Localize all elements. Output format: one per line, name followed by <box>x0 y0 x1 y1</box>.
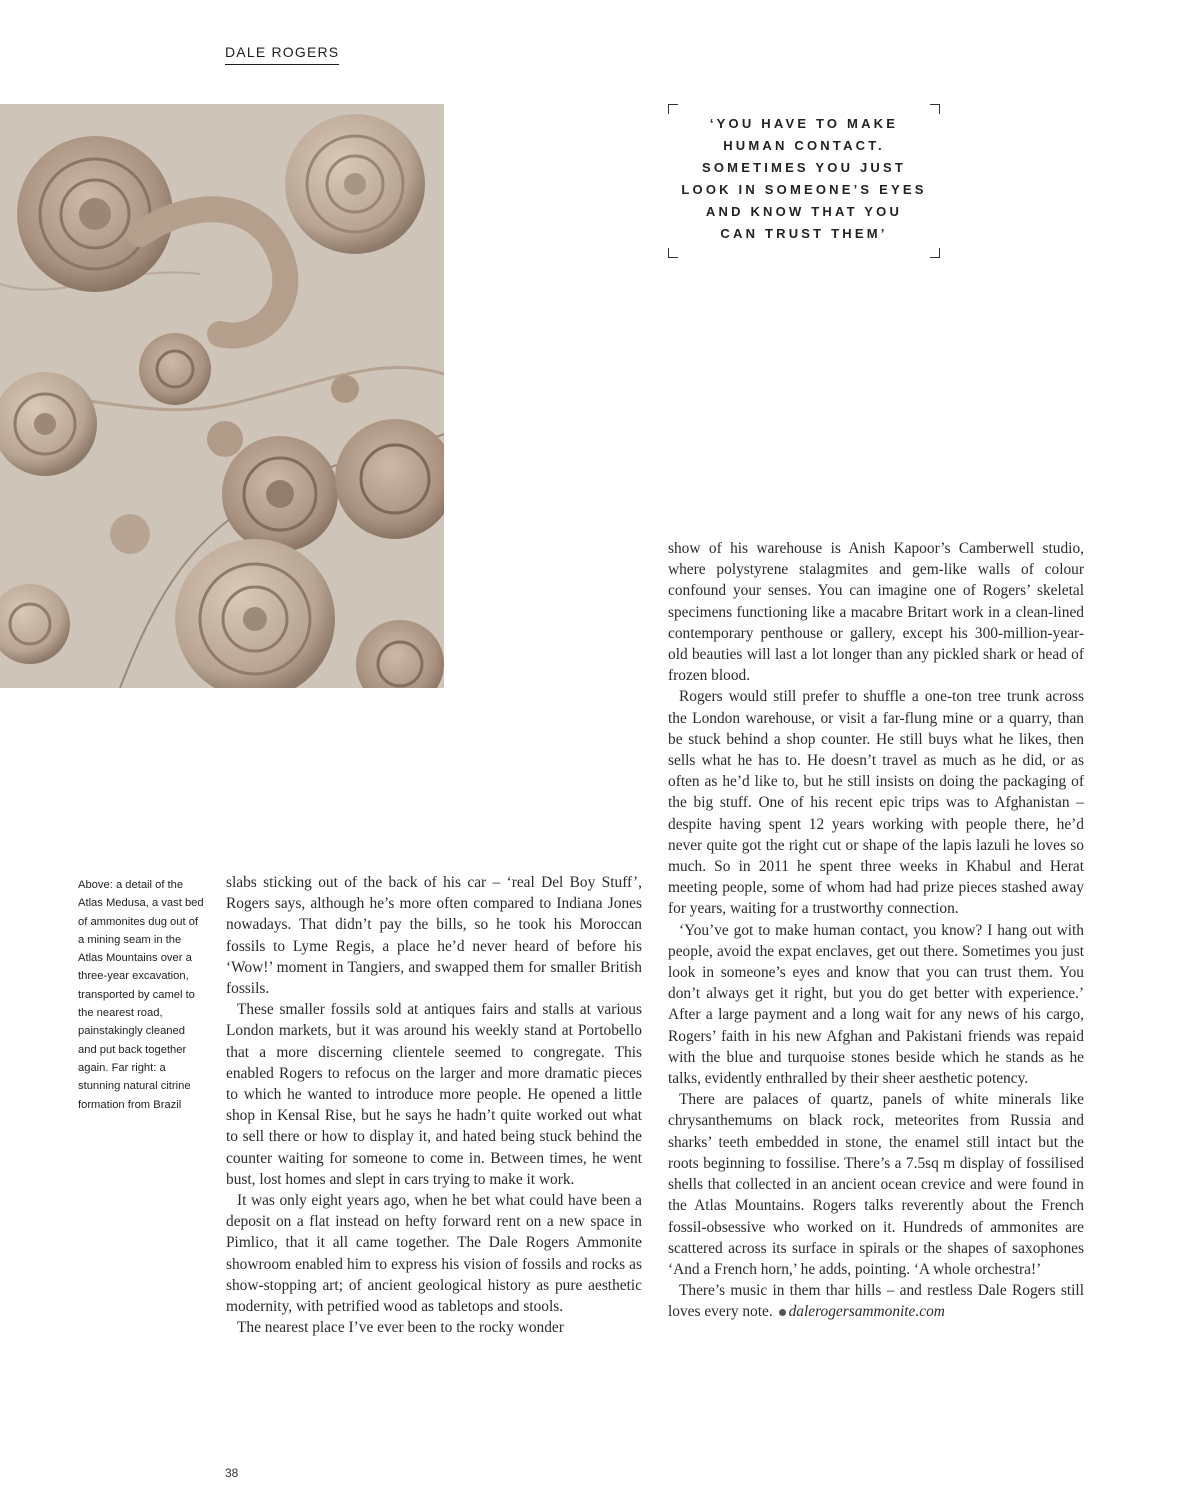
paragraph: It was only eight years ago, when he bet what could have been a deposit on a flat instead on hefty forward rent on a new space in Pimlico, that it all came together. The Dale Rogers Ammonite showroom enabled him to express his vision of fossils and rocks as show-stopping art; of ancient geological history as pure aesthetic modernity, with petrified wood as tabletops and stools. <box>226 1192 642 1316</box>
end-mark-icon <box>779 1309 786 1316</box>
pull-quote <box>668 104 940 258</box>
pull-quote-text: ‘YOU HAVE TO MAKE HUMAN CONTACT. SOMETIMES YOU JUST LOOK IN SOMEONE’S EYES AND KNOW THAT YOU CAN TRUST THEM’ <box>681 116 927 241</box>
closing-text: There’s music in them thar hills – and restless Dale Rogers still loves every note. <box>668 1282 1084 1321</box>
article-column-right <box>668 538 1084 1323</box>
article-column-left <box>226 872 642 1338</box>
paragraph: There are palaces of quartz, panels of white minerals like chrysanthemums on black rock, meteorites from Russia and sharks’ teeth embedded in stone, the enamel still intact but the roots beginning to fossilise. There’s a 7.5sq m display of fossilised shells that collected in an ancient ocean crevice and were found in the Atlas Mountains. Rogers talks reverently about the French fossil-obsessive who worked on it. Hundreds of ammonites are scattered across its surface in spirals or the shapes of saxophones ‘And a French horn,’ he adds, pointing. ‘A whole orchestra!’ <box>668 1091 1084 1278</box>
photo-caption: Above: a detail of the Atlas Medusa, a vast bed of ammonites dug out of a mining seam in the Atlas Mountains over a three-year excavation, transported by camel to the nearest road, painstakingly cleaned and put back together again. Far right: a stunning natural citrine formation from Brazil <box>78 879 204 1111</box>
quote-corner-bottom-left <box>668 248 678 258</box>
paragraph: These smaller fossils sold at antiques fairs and stalls at various London markets, but it was around his weekly stand at Portobello that a more discerning clientele seemed to congregate. This enabled Rogers to refocus on the larger and more dramatic pieces to which he wanted to introduce more people. He opened a little shop in Kensal Rise, but he says he hadn’t quite worked out what to sell there or how to display it, and hated being stuck behind the counter waiting for someone to come in. Between times, he went bust, lost homes and slept in cars trying to make it work. <box>226 1001 642 1188</box>
closing-paragraph <box>668 1280 1084 1322</box>
quote-corner-bottom-right <box>930 248 940 258</box>
paragraph: slabs sticking out of the back of his car – ‘real Del Boy Stuff’, Rogers says, although he’s more often compared to Indiana Jones nowadays. That didn’t pay the bills, so he took his Moroccan fossils to Lyme Regis, a place he’d never heard of before his ‘Wow!’ moment in Tangiers, and swapped them for smaller British fossils. <box>226 874 642 998</box>
paragraph: Rogers would still prefer to shuffle a one-ton tree trunk across the London warehouse, or visit a far-flung mine or a quarry, than be stuck behind a shop counter. He still buys what he likes, then sells what he has to. He doesn’t travel as much as he did, or as often as he’d like to, but he still insists on doing the packaging of the big stuff. One of his recent epic trips was to Afghanistan – despite having spent 12 years working with people there, he’d never quite got the right cut or shape of the lapis lazuli he loves so much. So in 2011 he spent three weeks in Khabul and Herat meeting people, some of whom had had prize pieces stashed away for years, waiting for a trustworthy connection. <box>668 688 1084 918</box>
paragraph: show of his warehouse is Anish Kapoor’s Camberwell studio, where polystyrene stalagmites and gem-like walls of colour confound your senses. You can imagine one of Rogers’ skeletal specimens functioning like a macabre Britart work in a clean-lined contemporary penthouse or gallery, except his 300-million-year-old beauties will last a lot longer than any pickled shark or head of frozen blood. <box>668 540 1084 685</box>
ammonite-illustration <box>0 104 444 688</box>
ammonite-photo <box>0 104 444 688</box>
website-link[interactable]: dalerogersammonite.com <box>788 1303 945 1321</box>
paragraph: ‘You’ve got to make human contact, you know? I hang out with people, avoid the expat enclaves, get out there. Sometimes you just look in someone’s eyes and know that you can trust them. You don’t always get it right, but you do get better with experience.’ After a large payment and a long wait for any news of his cargo, Rogers’ faith in his new Afghan and Pakistani friends was repaid with the blue and turquoise stones beside which he stands as he talks, evidently enthralled by their sheer aesthetic potency. <box>668 921 1084 1088</box>
page-number: 38 <box>225 1466 239 1480</box>
section-header: DALE ROGERS <box>225 44 339 65</box>
paragraph: The nearest place I’ve ever been to the rocky wonder <box>237 1319 564 1337</box>
